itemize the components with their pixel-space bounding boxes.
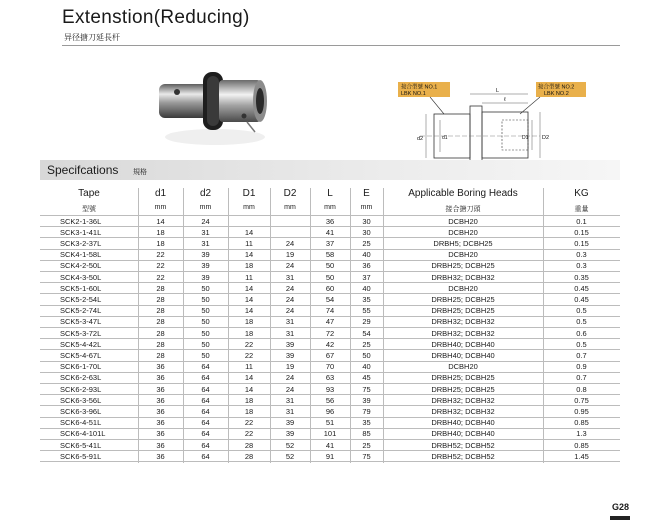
- col-header-unit: 型號: [82, 206, 96, 213]
- table-cell: 64: [201, 362, 210, 372]
- table-cell: 63: [325, 373, 335, 383]
- product-photo: [155, 62, 275, 152]
- table-cell: 39: [201, 272, 210, 282]
- table-cell: 14: [244, 384, 254, 394]
- table-cell: 22: [156, 261, 165, 271]
- spec-title: Specifcations: [47, 163, 119, 177]
- table-cell: DRBH25; DCBH25: [431, 261, 495, 271]
- table-cell: 36: [156, 429, 165, 439]
- table-cell: 24: [285, 384, 295, 394]
- table-cell: 0.5: [576, 317, 587, 327]
- table-cell: 51: [325, 418, 335, 428]
- table-cell: 50: [201, 350, 210, 360]
- table-cell: 24: [285, 373, 295, 383]
- table-cell: 0.7: [576, 373, 587, 383]
- col-header-1: [138, 188, 183, 211]
- table-cell: 29: [362, 317, 371, 327]
- table-cell: 39: [285, 339, 295, 349]
- table-cell: DCBH20: [448, 216, 478, 226]
- table-cell: 25: [362, 238, 371, 248]
- col-header-label: D2: [283, 188, 297, 199]
- table-cell: DRBH40; DCBH40: [431, 418, 495, 428]
- table-cell: DRBH25; DCBH25: [431, 373, 495, 383]
- col-header-unit: mm: [324, 204, 336, 211]
- col-header-7: [383, 188, 543, 213]
- col-header-label: Applicable Boring Heads: [408, 188, 518, 199]
- table-cell: 70: [325, 362, 335, 372]
- table-cell: 39: [201, 261, 210, 271]
- table-cell: 0.75: [574, 395, 589, 405]
- table-cell: 39: [285, 418, 295, 428]
- table-cell: 1.3: [576, 429, 587, 439]
- col-header-label: L: [327, 188, 333, 199]
- table-cell: 36: [156, 440, 165, 450]
- table-cell: 74: [325, 306, 335, 316]
- col-header-unit: mm: [243, 204, 255, 211]
- table-cell: SCK6-4-101L: [60, 429, 106, 439]
- table-cell: 18: [156, 238, 165, 248]
- table-cell: DRBH25; DCBH25: [431, 306, 495, 316]
- table-cell: 50: [201, 294, 210, 304]
- table-cell: 0.9: [576, 362, 587, 372]
- table-cell: 50: [325, 272, 335, 282]
- table-cell: DRBH25; DCBH25: [431, 294, 495, 304]
- table-cell: SCK5-2-54L: [60, 294, 102, 304]
- table-cell: 47: [325, 317, 335, 327]
- table-cell: 22: [244, 339, 254, 349]
- table-cell: 14: [244, 306, 254, 316]
- table-cell: 24: [201, 216, 210, 226]
- table-cell: 64: [201, 451, 210, 461]
- table-cell: 11: [245, 362, 253, 372]
- table-cell: 50: [201, 306, 210, 316]
- table-cell: 60: [325, 283, 335, 293]
- table-cell: 31: [201, 227, 210, 237]
- table-cell: 18: [244, 317, 254, 327]
- table-cell: SCK2-1-36L: [60, 216, 102, 226]
- table-cell: SCK6-4-51L: [60, 418, 102, 428]
- col-header-label: d2: [199, 188, 212, 199]
- table-cell: SCK6-3-96L: [60, 406, 102, 416]
- table-cell: 79: [362, 406, 371, 416]
- page-title: Extenstion(Reducing): [62, 7, 250, 28]
- table-cell: DRBH40; DCBH40: [431, 350, 495, 360]
- table-cell: 18: [244, 406, 254, 416]
- table-cell: 75: [362, 451, 371, 461]
- col-header-unit: mm: [154, 204, 167, 211]
- table-cell: SCK6-5-91L: [60, 451, 102, 461]
- table-cell: 31: [201, 238, 210, 248]
- table-cell: 14: [244, 227, 254, 237]
- table-cell: 37: [325, 238, 335, 248]
- table-cell: 24: [285, 294, 295, 304]
- page-number: G28: [612, 502, 630, 512]
- row-divider: [40, 461, 620, 462]
- table-cell: 40: [362, 362, 371, 372]
- spec-bar: [40, 160, 620, 180]
- table-cell: 50: [201, 317, 210, 327]
- table-cell: 36: [156, 362, 165, 372]
- table-cell: DRBH32; DCBH32: [431, 272, 495, 282]
- table-cell: 31: [285, 406, 295, 416]
- table-cell: 42: [325, 339, 335, 349]
- table-cell: 28: [156, 328, 165, 338]
- table-cell: 31: [285, 317, 295, 327]
- table-cell: SCK4-1-58L: [60, 250, 102, 260]
- table-cell: SCK5-3-47L: [60, 317, 102, 327]
- table-cell: 0.3: [576, 261, 587, 271]
- table-cell: 24: [285, 283, 295, 293]
- table-cell: DCBH20: [448, 250, 478, 260]
- table-cell: 58: [325, 250, 335, 260]
- table-cell: 36: [156, 418, 165, 428]
- table-cell: SCK6-1-70L: [60, 362, 102, 372]
- table-cell: 24: [285, 261, 295, 271]
- table-cell: 0.15: [574, 227, 589, 237]
- table-cell: 50: [201, 283, 210, 293]
- table-cell: 39: [285, 350, 295, 360]
- table-cell: SCK3-2-37L: [60, 238, 102, 248]
- table-cell: 0.35: [574, 272, 589, 282]
- col-header-unit: mm: [284, 204, 296, 211]
- col-header-unit: mm: [360, 204, 373, 211]
- table-cell: 54: [325, 294, 335, 304]
- table-cell: 19: [285, 362, 295, 372]
- table-cell: DRBH32; DCBH32: [431, 406, 495, 416]
- table-cell: SCK6-2-93L: [60, 384, 102, 394]
- table-cell: 28: [244, 440, 254, 450]
- table-cell: 64: [201, 418, 210, 428]
- table-cell: 0.3: [576, 250, 587, 260]
- table-cell: 28: [156, 283, 165, 293]
- table-cell: 55: [362, 306, 371, 316]
- table-cell: 14: [244, 373, 254, 383]
- table-cell: 64: [201, 395, 210, 405]
- table-cell: 0.45: [574, 294, 589, 304]
- table-cell: 50: [362, 350, 371, 360]
- table-cell: 0.5: [576, 339, 587, 349]
- col-header-label: KG: [574, 188, 589, 199]
- table-cell: 64: [201, 440, 210, 450]
- table-cell: 96: [325, 406, 335, 416]
- diagram-label-right-1: 接合型號 NO.2: [538, 84, 575, 91]
- table-cell: 22: [244, 418, 254, 428]
- table-cell: SCK4-3-50L: [60, 272, 102, 282]
- table-cell: 36: [156, 373, 165, 383]
- table-cell: 22: [156, 272, 165, 282]
- col-header-8: [543, 188, 620, 213]
- table-cell: 56: [325, 395, 335, 405]
- diagram-label-left-2: LBK NO.1: [401, 91, 426, 97]
- col-header-5: [310, 188, 350, 211]
- table-cell: DRBH25; DCBH25: [431, 384, 495, 394]
- diagram-label-right-2: LBK NO.2: [544, 91, 569, 97]
- table-cell: 36: [362, 261, 371, 271]
- table-cell: DCBH20: [448, 227, 478, 237]
- table-cell: DCBH20: [448, 362, 478, 372]
- table-cell: 0.95: [574, 406, 589, 416]
- dim-L: L: [496, 88, 500, 94]
- table-cell: 39: [362, 395, 371, 405]
- col-header-0: [40, 188, 138, 213]
- dim-D1: D1: [522, 135, 529, 141]
- table-cell: SCK6-2-63L: [60, 373, 102, 383]
- table-cell: 14: [244, 250, 254, 260]
- col-header-unit: 重量: [574, 206, 589, 213]
- table-cell: 72: [325, 328, 335, 338]
- table-cell: SCK6-3-56L: [60, 395, 102, 405]
- dim-d2: d2: [417, 136, 424, 142]
- table-cell: 35: [362, 418, 371, 428]
- dim-D2: D2: [542, 135, 550, 141]
- table-cell: 28: [156, 339, 165, 349]
- table-cell: 36: [156, 384, 165, 394]
- table-cell: 0.6: [576, 328, 587, 338]
- table-cell: 0.8: [576, 384, 587, 394]
- table-cell: 40: [362, 250, 371, 260]
- col-header-label: E: [363, 188, 370, 199]
- table-cell: 11: [245, 272, 253, 282]
- title-divider: [62, 45, 620, 46]
- table-cell: 67: [325, 350, 335, 360]
- table-cell: 0.7: [576, 350, 587, 360]
- table-cell: 101: [323, 429, 337, 439]
- table-cell: 64: [201, 406, 210, 416]
- table-cell: 31: [285, 272, 295, 282]
- table-cell: 41: [325, 440, 335, 450]
- table-cell: 28: [156, 294, 165, 304]
- table-cell: 18: [244, 261, 254, 271]
- table-cell: 41: [325, 227, 335, 237]
- table-cell: 24: [285, 306, 295, 316]
- spec-title-cn: 規格: [133, 169, 147, 176]
- table-cell: 64: [201, 429, 210, 439]
- col-header-2: [183, 188, 228, 211]
- table-cell: 31: [285, 328, 295, 338]
- table-cell: DRBH40; DCBH40: [431, 429, 495, 439]
- table-cell: 35: [362, 294, 371, 304]
- diagram-label-left-1: 接合型號 NO.1: [401, 84, 438, 91]
- table-cell: 39: [201, 250, 210, 260]
- table-cell: DRBH52; DCBH52: [431, 440, 495, 450]
- table-cell: 39: [285, 429, 295, 439]
- table-cell: 11: [245, 238, 253, 248]
- table-cell: 36: [325, 216, 335, 226]
- table-cell: SCK4-2-50L: [60, 261, 102, 271]
- table-cell: 28: [156, 350, 165, 360]
- table-cell: DCBH20: [448, 283, 478, 293]
- table-cell: 36: [156, 406, 165, 416]
- col-header-label: D1: [242, 188, 256, 199]
- table-cell: 28: [156, 306, 165, 316]
- table-cell: 31: [285, 395, 295, 405]
- table-cell: 22: [244, 429, 254, 439]
- table-cell: 30: [362, 227, 371, 237]
- col-header-unit: mm: [199, 204, 212, 211]
- table-cell: SCK5-3-72L: [60, 328, 102, 338]
- table-cell: 52: [285, 440, 295, 450]
- table-cell: DRBH5; DCBH25: [433, 238, 493, 248]
- table-cell: 0.45: [574, 283, 589, 293]
- table-cell: 1.45: [574, 451, 589, 461]
- col-header-6: [350, 188, 383, 211]
- col-header-3: [228, 188, 270, 211]
- dim-d1: d1: [442, 135, 448, 141]
- col-header-unit: 接合搪刀頭: [445, 206, 481, 213]
- table-cell: 18: [244, 395, 254, 405]
- table-cell: 28: [156, 317, 165, 327]
- col-header-label: d1: [154, 188, 167, 199]
- table-cell: 50: [325, 261, 335, 271]
- table-cell: 28: [244, 451, 254, 461]
- table-cell: 0.85: [574, 418, 589, 428]
- table-cell: 19: [285, 250, 295, 260]
- table-cell: 93: [325, 384, 335, 394]
- table-cell: 0.85: [574, 440, 589, 450]
- table-cell: 14: [244, 294, 254, 304]
- table-cell: 25: [362, 440, 371, 450]
- table-cell: SCK5-1-60L: [60, 283, 102, 293]
- table-cell: 64: [201, 384, 210, 394]
- table-cell: 25: [362, 339, 371, 349]
- table-cell: DRBH32; DCBH32: [431, 317, 495, 327]
- table-cell: SCK6-5-41L: [60, 440, 102, 450]
- table-cell: 64: [201, 373, 210, 383]
- table-cell: 50: [201, 328, 210, 338]
- table-cell: 45: [362, 373, 371, 383]
- table-cell: 22: [156, 250, 165, 260]
- table-cell: 18: [244, 328, 254, 338]
- table-cell: 50: [201, 339, 210, 349]
- table-cell: 14: [244, 283, 254, 293]
- table-cell: DRBH32; DCBH32: [431, 395, 495, 405]
- table-cell: 0.1: [576, 216, 587, 226]
- table-cell: 18: [156, 227, 165, 237]
- table-cell: 30: [362, 216, 371, 226]
- dimension-diagram: [390, 82, 590, 162]
- col-header-label: Tape: [78, 188, 100, 199]
- col-header-4: [270, 188, 310, 211]
- table-cell: SCK3-1-41L: [60, 227, 102, 237]
- table-cell: SCK5-4-42L: [60, 339, 102, 349]
- table-cell: 52: [285, 451, 295, 461]
- page-subtitle: 异径搪刀延長杆: [64, 33, 120, 42]
- table-cell: 37: [362, 272, 371, 282]
- table-cell: 14: [156, 216, 165, 226]
- table-cell: DRBH32; DCBH32: [431, 328, 495, 338]
- table-cell: 24: [285, 238, 295, 248]
- table-cell: 85: [362, 429, 371, 439]
- table-cell: 36: [156, 395, 165, 405]
- dim-l: ℓ: [504, 97, 506, 103]
- table-cell: DRBH40; DCBH40: [431, 339, 495, 349]
- table-cell: 54: [362, 328, 371, 338]
- table-cell: 36: [156, 451, 165, 461]
- table-cell: 0.15: [574, 238, 589, 248]
- table-cell: 91: [325, 451, 335, 461]
- table-cell: 75: [362, 384, 371, 394]
- table-cell: 40: [362, 283, 371, 293]
- table-cell: 22: [244, 350, 254, 360]
- table-cell: 0.5: [576, 306, 587, 316]
- page-number-bar: [610, 516, 630, 520]
- table-cell: SCK5-2-74L: [60, 306, 102, 316]
- table-cell: DRBH52; DCBH52: [431, 451, 495, 461]
- table-cell: SCK5-4-67L: [60, 350, 102, 360]
